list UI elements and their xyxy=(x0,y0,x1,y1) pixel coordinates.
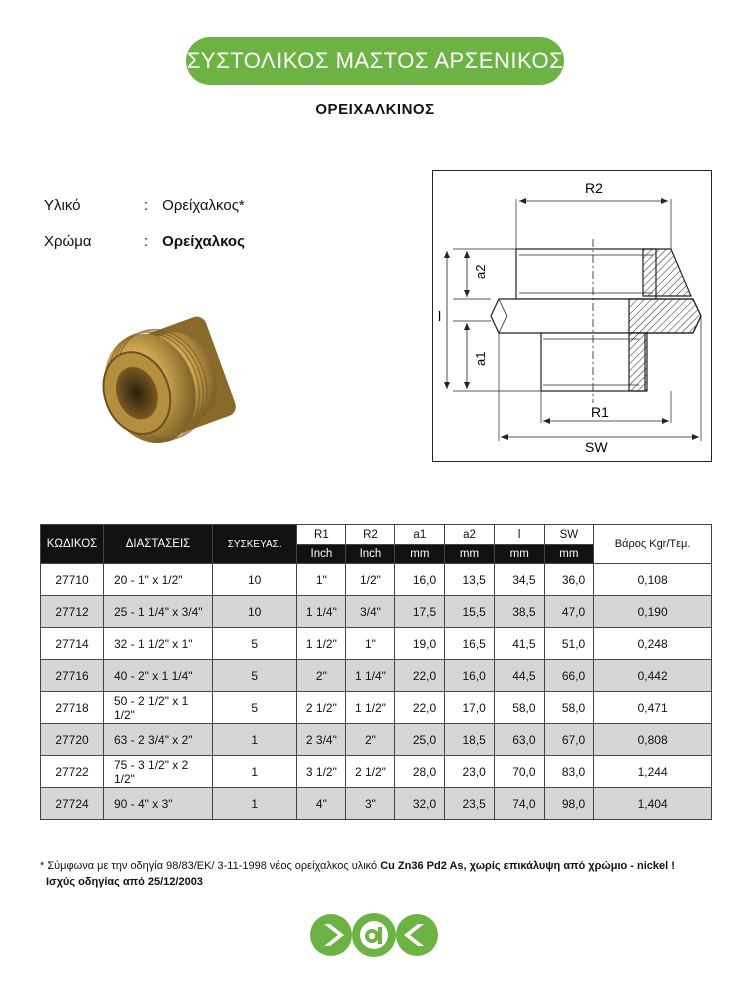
color-value: Ορείχαλκος xyxy=(162,233,245,250)
cell-r2: 3/4" xyxy=(346,596,395,628)
unit-a2: mm xyxy=(445,545,495,564)
label-r1: R1 xyxy=(591,404,609,420)
footnote-bold: Cu Zn36 Pd2 As, χωρίς επικάλυψη από χρώμιο - nickel ! xyxy=(380,860,675,872)
product-photo xyxy=(88,300,248,470)
table-row xyxy=(41,564,712,596)
cell-pack: 1 xyxy=(213,788,297,820)
cell-dims: 32 - 1 1/2" x 1" xyxy=(104,628,213,660)
cell-dims: 50 - 2 1/2" x 1 1/2" xyxy=(104,692,213,724)
cell-a1: 28,0 xyxy=(395,756,445,788)
table-row xyxy=(41,596,712,628)
col-r1: R1 xyxy=(297,525,346,545)
page-title: ΣΥΣΤΟΛΙΚΟΣ ΜΑΣΤΟΣ ΑΡΣΕΝΙΚΟΣ xyxy=(186,48,564,73)
col-weight: Βάρος Kgr/Tεμ. xyxy=(594,525,712,564)
cell-dims: 75 - 3 1/2" x 2 1/2" xyxy=(104,756,213,788)
cell-weight: 1,404 xyxy=(594,788,712,820)
cell-l: 63,0 xyxy=(494,724,544,756)
cell-code: 27720 xyxy=(41,724,104,756)
cell-pack: 5 xyxy=(213,660,297,692)
cell-dims: 25 - 1 1/4" x 3/4" xyxy=(104,596,213,628)
cell-pack: 10 xyxy=(213,564,297,596)
cell-r1: 2 1/2" xyxy=(297,692,346,724)
cell-pack: 5 xyxy=(213,692,297,724)
cell-pack: 1 xyxy=(213,756,297,788)
cell-sw: 51,0 xyxy=(544,628,594,660)
cell-weight: 0,248 xyxy=(594,628,712,660)
page-subtitle: ΟΡΕΙΧΑΛΚΙΝΟΣ xyxy=(315,101,435,118)
footnote xyxy=(40,858,730,890)
cell-pack: 1 xyxy=(213,724,297,756)
footnote-plain: * Σύμφωνα με την οδηγία 98/83/ΕΚ/ 3-11-1998 νέος ορείχαλκος υλικό xyxy=(40,860,381,872)
cell-sw: 58,0 xyxy=(544,692,594,724)
cell-l: 58,0 xyxy=(494,692,544,724)
cell-sw: 67,0 xyxy=(544,724,594,756)
cell-l: 74,0 xyxy=(494,788,544,820)
cell-code: 27724 xyxy=(41,788,104,820)
cell-code: 27718 xyxy=(41,692,104,724)
cell-r1: 1" xyxy=(297,564,346,596)
cell-r1: 4" xyxy=(297,788,346,820)
technical-drawing xyxy=(432,170,712,462)
cell-a2: 13,5 xyxy=(445,564,495,596)
cell-code: 27722 xyxy=(41,756,104,788)
cell-weight: 0,808 xyxy=(594,724,712,756)
cell-weight: 0,190 xyxy=(594,596,712,628)
cell-r2: 2 1/2" xyxy=(346,756,395,788)
col-sw: SW xyxy=(544,525,594,545)
unit-r1: Inch xyxy=(297,545,346,564)
title-banner xyxy=(186,37,564,85)
unit-a1: mm xyxy=(395,545,445,564)
cell-l: 38,5 xyxy=(494,596,544,628)
cell-sw: 98,0 xyxy=(544,788,594,820)
col-a2: a2 xyxy=(445,525,495,545)
color-row xyxy=(44,233,245,250)
cell-r2: 2" xyxy=(346,724,395,756)
label-sw: SW xyxy=(585,439,608,455)
cell-a2: 23,0 xyxy=(445,756,495,788)
cell-a2: 16,0 xyxy=(445,660,495,692)
cell-a2: 17,0 xyxy=(445,692,495,724)
table-row xyxy=(41,724,712,756)
cell-r2: 3" xyxy=(346,788,395,820)
label-l: l xyxy=(438,308,442,324)
col-r2: R2 xyxy=(346,525,395,545)
cell-dims: 63 - 2 3/4" x 2" xyxy=(104,724,213,756)
spec-table-body xyxy=(41,564,712,820)
cell-weight: 0,108 xyxy=(594,564,712,596)
cell-a1: 32,0 xyxy=(395,788,445,820)
cell-weight: 1,244 xyxy=(594,756,712,788)
cell-l: 70,0 xyxy=(494,756,544,788)
cell-r1: 1 1/2" xyxy=(297,628,346,660)
cell-code: 27716 xyxy=(41,660,104,692)
cell-r2: 1" xyxy=(346,628,395,660)
cell-l: 41,5 xyxy=(494,628,544,660)
material-value: Ορείχαλκος* xyxy=(162,197,245,214)
label-r2: R2 xyxy=(585,180,603,196)
cell-code: 27710 xyxy=(41,564,104,596)
cell-sw: 83,0 xyxy=(544,756,594,788)
cell-a1: 22,0 xyxy=(395,660,445,692)
table-row xyxy=(41,692,712,724)
cell-sw: 66,0 xyxy=(544,660,594,692)
col-a1: a1 xyxy=(395,525,445,545)
cell-dims: 20 - 1" x 1/2" xyxy=(104,564,213,596)
unit-l: mm xyxy=(494,545,544,564)
cell-l: 34,5 xyxy=(494,564,544,596)
col-code: ΚΩΔΙΚΟΣ xyxy=(41,525,104,564)
col-l: l xyxy=(494,525,544,545)
color-separator: : xyxy=(144,233,149,250)
cell-r2: 1 1/4" xyxy=(346,660,395,692)
cell-pack: 5 xyxy=(213,628,297,660)
table-row xyxy=(41,660,712,692)
cell-r1: 1 1/4" xyxy=(297,596,346,628)
cell-a2: 18,5 xyxy=(445,724,495,756)
footnote-validity: Ισχύς οδηγίας από 25/12/2003 xyxy=(46,876,203,888)
cell-r1: 3 1/2" xyxy=(297,756,346,788)
cell-a2: 23,5 xyxy=(445,788,495,820)
cell-weight: 0,471 xyxy=(594,692,712,724)
material-label: Υλικό xyxy=(44,197,81,214)
label-a2: a2 xyxy=(473,264,488,279)
cell-dims: 40 - 2" x 1 1/4" xyxy=(104,660,213,692)
cell-a2: 16,5 xyxy=(445,628,495,660)
cell-a1: 25,0 xyxy=(395,724,445,756)
spec-table xyxy=(40,524,712,820)
cell-code: 27712 xyxy=(41,596,104,628)
cell-r1: 2 3/4" xyxy=(297,724,346,756)
cell-a1: 19,0 xyxy=(395,628,445,660)
cell-l: 44,5 xyxy=(494,660,544,692)
cell-r2: 1/2" xyxy=(346,564,395,596)
cell-r1: 2" xyxy=(297,660,346,692)
cell-sw: 36,0 xyxy=(544,564,594,596)
color-label: Χρώμα xyxy=(44,233,92,250)
cell-a1: 22,0 xyxy=(395,692,445,724)
cell-a2: 15,5 xyxy=(445,596,495,628)
table-row xyxy=(41,788,712,820)
col-pack: ΣΥΣΚΕΥΑΣ. xyxy=(213,525,297,564)
cell-a1: 17,5 xyxy=(395,596,445,628)
cell-weight: 0,442 xyxy=(594,660,712,692)
col-dims: ΔΙΑΣΤΑΣΕΙΣ xyxy=(104,525,213,564)
material-separator: : xyxy=(144,197,149,214)
material-row xyxy=(44,197,245,214)
cell-sw: 47,0 xyxy=(544,596,594,628)
unit-r2: Inch xyxy=(346,545,395,564)
cell-r2: 1 1/2" xyxy=(346,692,395,724)
cell-code: 27714 xyxy=(41,628,104,660)
unit-sw: mm xyxy=(544,545,594,564)
cell-dims: 90 - 4" x 3" xyxy=(104,788,213,820)
table-row xyxy=(41,756,712,788)
cell-pack: 10 xyxy=(213,596,297,628)
cell-a1: 16,0 xyxy=(395,564,445,596)
brand-logo xyxy=(306,910,442,960)
table-row xyxy=(41,628,712,660)
label-a1: a1 xyxy=(473,351,488,366)
